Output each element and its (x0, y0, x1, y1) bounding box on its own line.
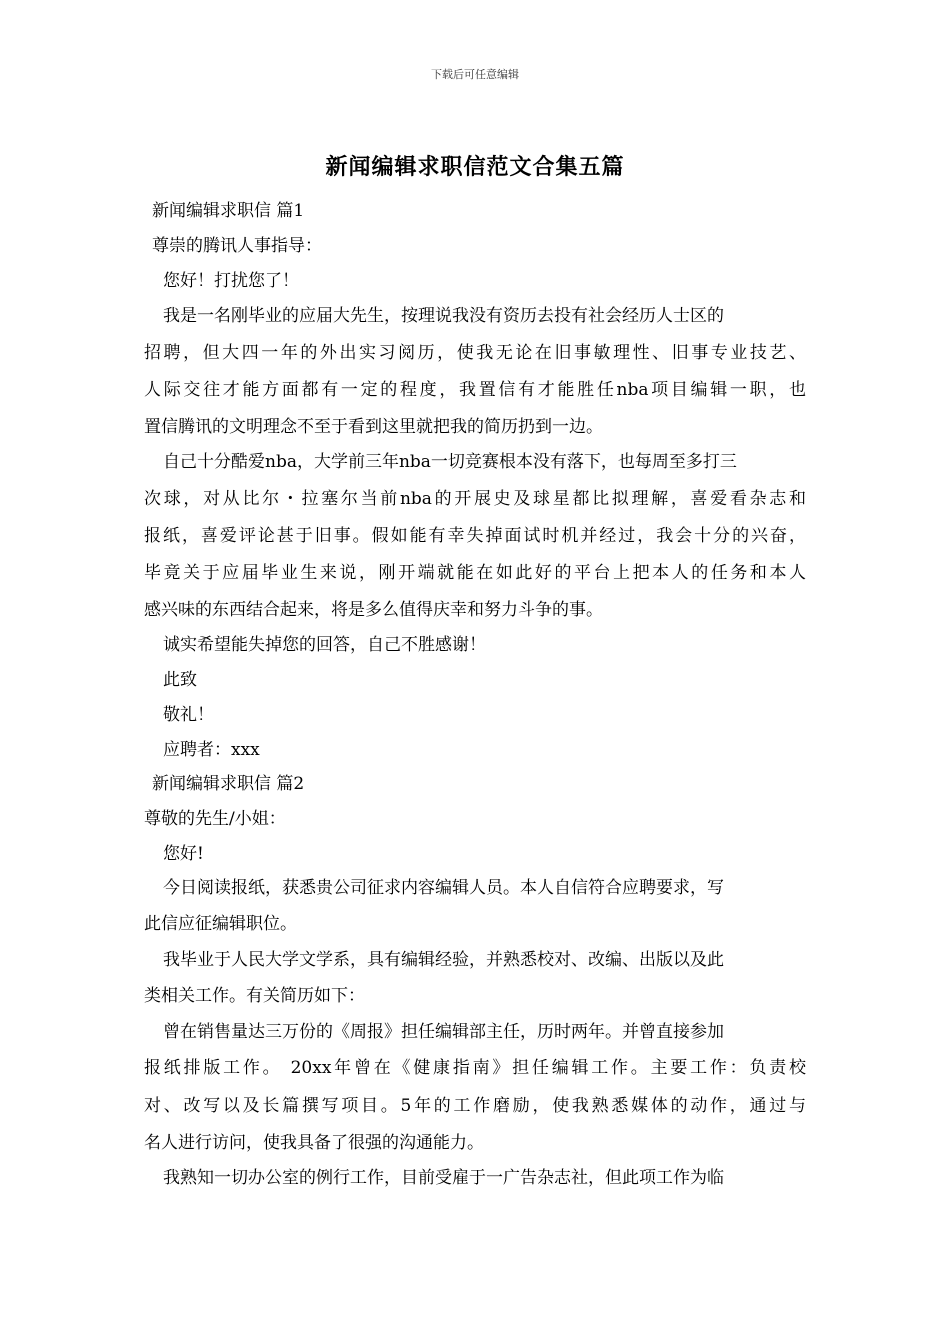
paragraph-line: 此信应征编辑职位。 (144, 914, 297, 934)
closing-line: 此致 (163, 670, 197, 690)
paragraph-line: 置信腾讯的文明理念不至于看到这里就把我的简历扔到一边。 (144, 417, 603, 437)
paragraph-line: 类相关工作。有关简历如下： (144, 986, 365, 1006)
paragraph-line: 自己十分酷爱nba，大学前三年nba一切竞赛根本没有落下，也每周至多打三 (163, 452, 737, 472)
salutation: 尊敬的先生/小姐： (144, 809, 286, 829)
paragraph-line: 曾在销售量达三万份的《周报》担任编辑部主任，历时两年。并曾直接参加 (163, 1022, 724, 1042)
greeting: 您好! (163, 844, 204, 864)
paragraph-line: 次球，对从比尔・拉塞尔当前nba的开展史及球星都比拟理解，喜爱看杂志和 (144, 489, 806, 509)
section-heading: 新闻编辑求职信 篇2 (152, 774, 305, 794)
closing-line: 敬礼！ (163, 705, 214, 725)
header-note: 下载后可任意编辑 (431, 68, 519, 81)
paragraph-line: 对、改写以及长篇撰写项目。5年的工作磨励，使我熟悉媒体的动作，通过与 (144, 1096, 806, 1116)
paragraph-line: 毕竟关于应届毕业生来说，刚开端就能在如此好的平台上把本人的任务和本人 (144, 563, 806, 583)
signature-line: 应聘者：xxx (163, 740, 260, 760)
paragraph-line: 报纸排版工作。 20xx年曾在《健康指南》担任编辑工作。主要工作：负责校 (144, 1058, 806, 1078)
section-heading: 新闻编辑求职信 篇1 (152, 201, 305, 221)
paragraph-line: 招聘，但大四一年的外出实习阅历，使我无论在旧事敏理性、旧事专业技艺、 (144, 343, 806, 363)
paragraph-line: 诚实希望能失掉您的回答，自己不胜感谢！ (163, 635, 486, 655)
paragraph-line: 今日阅读报纸，获悉贵公司征求内容编辑人员。本人自信符合应聘要求，写 (163, 878, 724, 898)
greeting: 您好！打扰您了！ (163, 271, 299, 291)
paragraph-line: 我是一名刚毕业的应届大先生，按理说我没有资历去投有社会经历人士区的 (163, 306, 724, 326)
paragraph-line: 报纸，喜爱评论甚于旧事。假如能有幸失掉面试时机并经过，我会十分的兴奋， (144, 526, 806, 546)
salutation: 尊崇的腾讯人事指导： (152, 236, 322, 256)
paragraph-line: 我熟知一切办公室的例行工作，目前受雇于一广告杂志社，但此项工作为临 (163, 1168, 724, 1188)
paragraph-line: 人际交往才能方面都有一定的程度，我置信有才能胜任nba项目编辑一职，也 (144, 380, 806, 400)
paragraph-line: 我毕业于人民大学文学系，具有编辑经验，并熟悉校对、改编、出版以及此 (163, 950, 724, 970)
paragraph-line: 感兴味的东西结合起来，将是多么值得庆幸和努力斗争的事。 (144, 600, 603, 620)
document-title: 新闻编辑求职信范文合集五篇 (325, 154, 625, 180)
paragraph-line: 名人进行访问，使我具备了很强的沟通能力。 (144, 1133, 484, 1153)
